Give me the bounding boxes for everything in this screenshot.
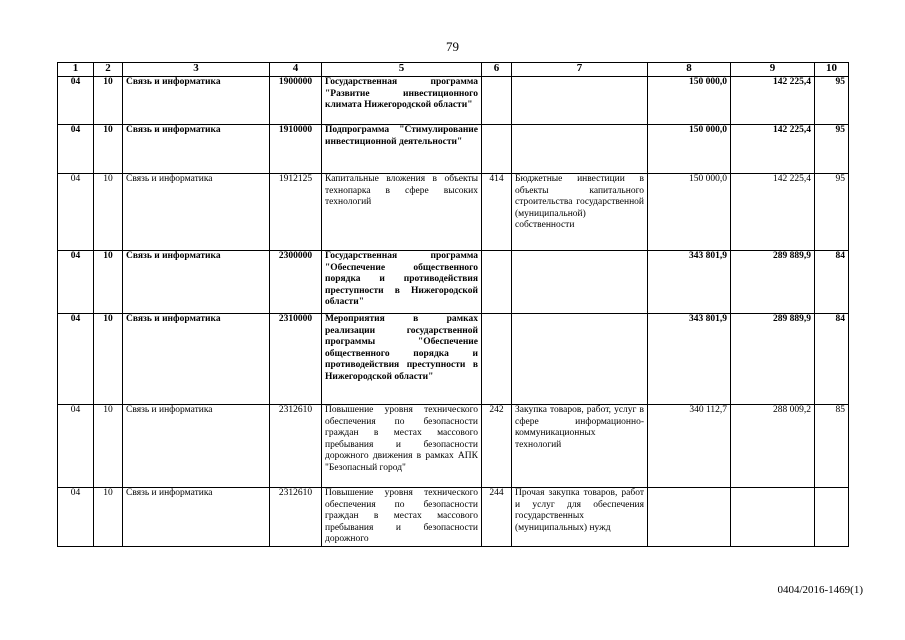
expense-type-name-cell: Прочая закупка товаров, работ и услуг для обеспечения государственных (муниципальных) нужд — [512, 488, 648, 547]
execution-percent-cell: 84 — [815, 251, 849, 314]
planned-amount-cell: 343 801,9 — [648, 251, 731, 314]
section-name-cell: Связь и информатика — [123, 77, 270, 125]
column-header-2: 2 — [94, 63, 123, 77]
section-code-cell: 04 — [58, 488, 94, 547]
expense-type-cell: 244 — [482, 488, 512, 547]
column-header-5: 5 — [322, 63, 482, 77]
subsection-code-cell: 10 — [94, 125, 123, 174]
document-code: 0404/2016-1469(1) — [777, 584, 863, 596]
planned-amount-cell: 150 000,0 — [648, 174, 731, 251]
table-row — [58, 77, 849, 125]
header-row — [58, 63, 849, 77]
executed-amount-cell: 142 225,4 — [731, 125, 815, 174]
target-article-cell: 1910000 — [270, 125, 322, 174]
table-row — [58, 174, 849, 251]
article-name-cell: Повышение уровня технического обеспечения по безопасности граждан в местах массового пребывания и безопасности дорожного — [322, 488, 482, 547]
section-code-cell: 04 — [58, 125, 94, 174]
article-name-cell: Капитальные вложения в объекты технопарка в сфере высоких технологий — [322, 174, 482, 251]
column-header-1: 1 — [58, 63, 94, 77]
execution-percent-cell: 85 — [815, 405, 849, 488]
execution-percent-cell: 95 — [815, 77, 849, 125]
column-header-6: 6 — [482, 63, 512, 77]
expense-type-cell — [482, 251, 512, 314]
section-name-cell: Связь и информатика — [123, 314, 270, 405]
execution-percent-cell: 95 — [815, 125, 849, 174]
section-name-cell: Связь и информатика — [123, 488, 270, 547]
expense-type-name-cell: Бюджетные инвестиции в объекты капитального строительства государственной (муниципальной) собственности — [512, 174, 648, 251]
column-header-10: 10 — [815, 63, 849, 77]
planned-amount-cell: 150 000,0 — [648, 77, 731, 125]
executed-amount-cell: 142 225,4 — [731, 174, 815, 251]
subsection-code-cell: 10 — [94, 174, 123, 251]
planned-amount-cell: 343 801,9 — [648, 314, 731, 405]
subsection-code-cell: 10 — [94, 488, 123, 547]
column-header-7: 7 — [512, 63, 648, 77]
column-header-9: 9 — [731, 63, 815, 77]
subsection-code-cell: 10 — [94, 405, 123, 488]
section-name-cell: Связь и информатика — [123, 251, 270, 314]
executed-amount-cell: 288 009,2 — [731, 405, 815, 488]
execution-percent-cell — [815, 488, 849, 547]
subsection-code-cell: 10 — [94, 314, 123, 405]
column-header-8: 8 — [648, 63, 731, 77]
target-article-cell: 2312610 — [270, 405, 322, 488]
expense-type-cell — [482, 125, 512, 174]
target-article-cell: 2300000 — [270, 251, 322, 314]
target-article-cell: 2310000 — [270, 314, 322, 405]
expense-type-cell — [482, 314, 512, 405]
table-body — [58, 77, 849, 547]
table-row — [58, 488, 849, 547]
expense-type-cell — [482, 77, 512, 125]
section-code-cell: 04 — [58, 77, 94, 125]
expense-type-name-cell — [512, 77, 648, 125]
planned-amount-cell: 340 112,7 — [648, 405, 731, 488]
page-number: 79 — [446, 39, 459, 54]
planned-amount-cell — [648, 488, 731, 547]
expense-type-name-cell — [512, 314, 648, 405]
executed-amount-cell: 289 889,9 — [731, 314, 815, 405]
executed-amount-cell: 289 889,9 — [731, 251, 815, 314]
expense-type-cell: 242 — [482, 405, 512, 488]
table-row — [58, 314, 849, 405]
section-code-cell: 04 — [58, 314, 94, 405]
article-name-cell: Подпрограмма "Стимулирование инвестиционной деятельности" — [322, 125, 482, 174]
planned-amount-cell: 150 000,0 — [648, 125, 731, 174]
expense-type-name-cell: Закупка товаров, работ, услуг в сфере информационно-коммуникационных технологий — [512, 405, 648, 488]
expense-type-name-cell — [512, 125, 648, 174]
expense-type-cell: 414 — [482, 174, 512, 251]
table-row — [58, 405, 849, 488]
section-code-cell: 04 — [58, 251, 94, 314]
section-name-cell: Связь и информатика — [123, 125, 270, 174]
article-name-cell: Повышение уровня технического обеспечения по безопасности граждан в местах массового пребывания и безопасности дорожного движения в рамках АПК "Безопасный город" — [322, 405, 482, 488]
table-row — [58, 125, 849, 174]
executed-amount-cell: 142 225,4 — [731, 77, 815, 125]
target-article-cell: 1912125 — [270, 174, 322, 251]
execution-percent-cell: 95 — [815, 174, 849, 251]
column-header-4: 4 — [270, 63, 322, 77]
article-name-cell: Мероприятия в рамках реализации государственной программы "Обеспечение общественного порядка и противодействия преступности в Нижегородской области" — [322, 314, 482, 405]
target-article-cell: 2312610 — [270, 488, 322, 547]
target-article-cell: 1900000 — [270, 77, 322, 125]
subsection-code-cell: 10 — [94, 77, 123, 125]
expense-type-name-cell — [512, 251, 648, 314]
article-name-cell: Государственная программа "Обеспечение общественного порядка и противодействия преступности в Нижегородской области" — [322, 251, 482, 314]
section-code-cell: 04 — [58, 405, 94, 488]
column-header-3: 3 — [123, 63, 270, 77]
table-row — [58, 251, 849, 314]
budget-table — [57, 62, 849, 547]
section-code-cell: 04 — [58, 174, 94, 251]
execution-percent-cell: 84 — [815, 314, 849, 405]
section-name-cell: Связь и информатика — [123, 405, 270, 488]
section-name-cell: Связь и информатика — [123, 174, 270, 251]
subsection-code-cell: 10 — [94, 251, 123, 314]
article-name-cell: Государственная программа "Развитие инвестиционного климата Нижегородской области" — [322, 77, 482, 125]
executed-amount-cell — [731, 488, 815, 547]
